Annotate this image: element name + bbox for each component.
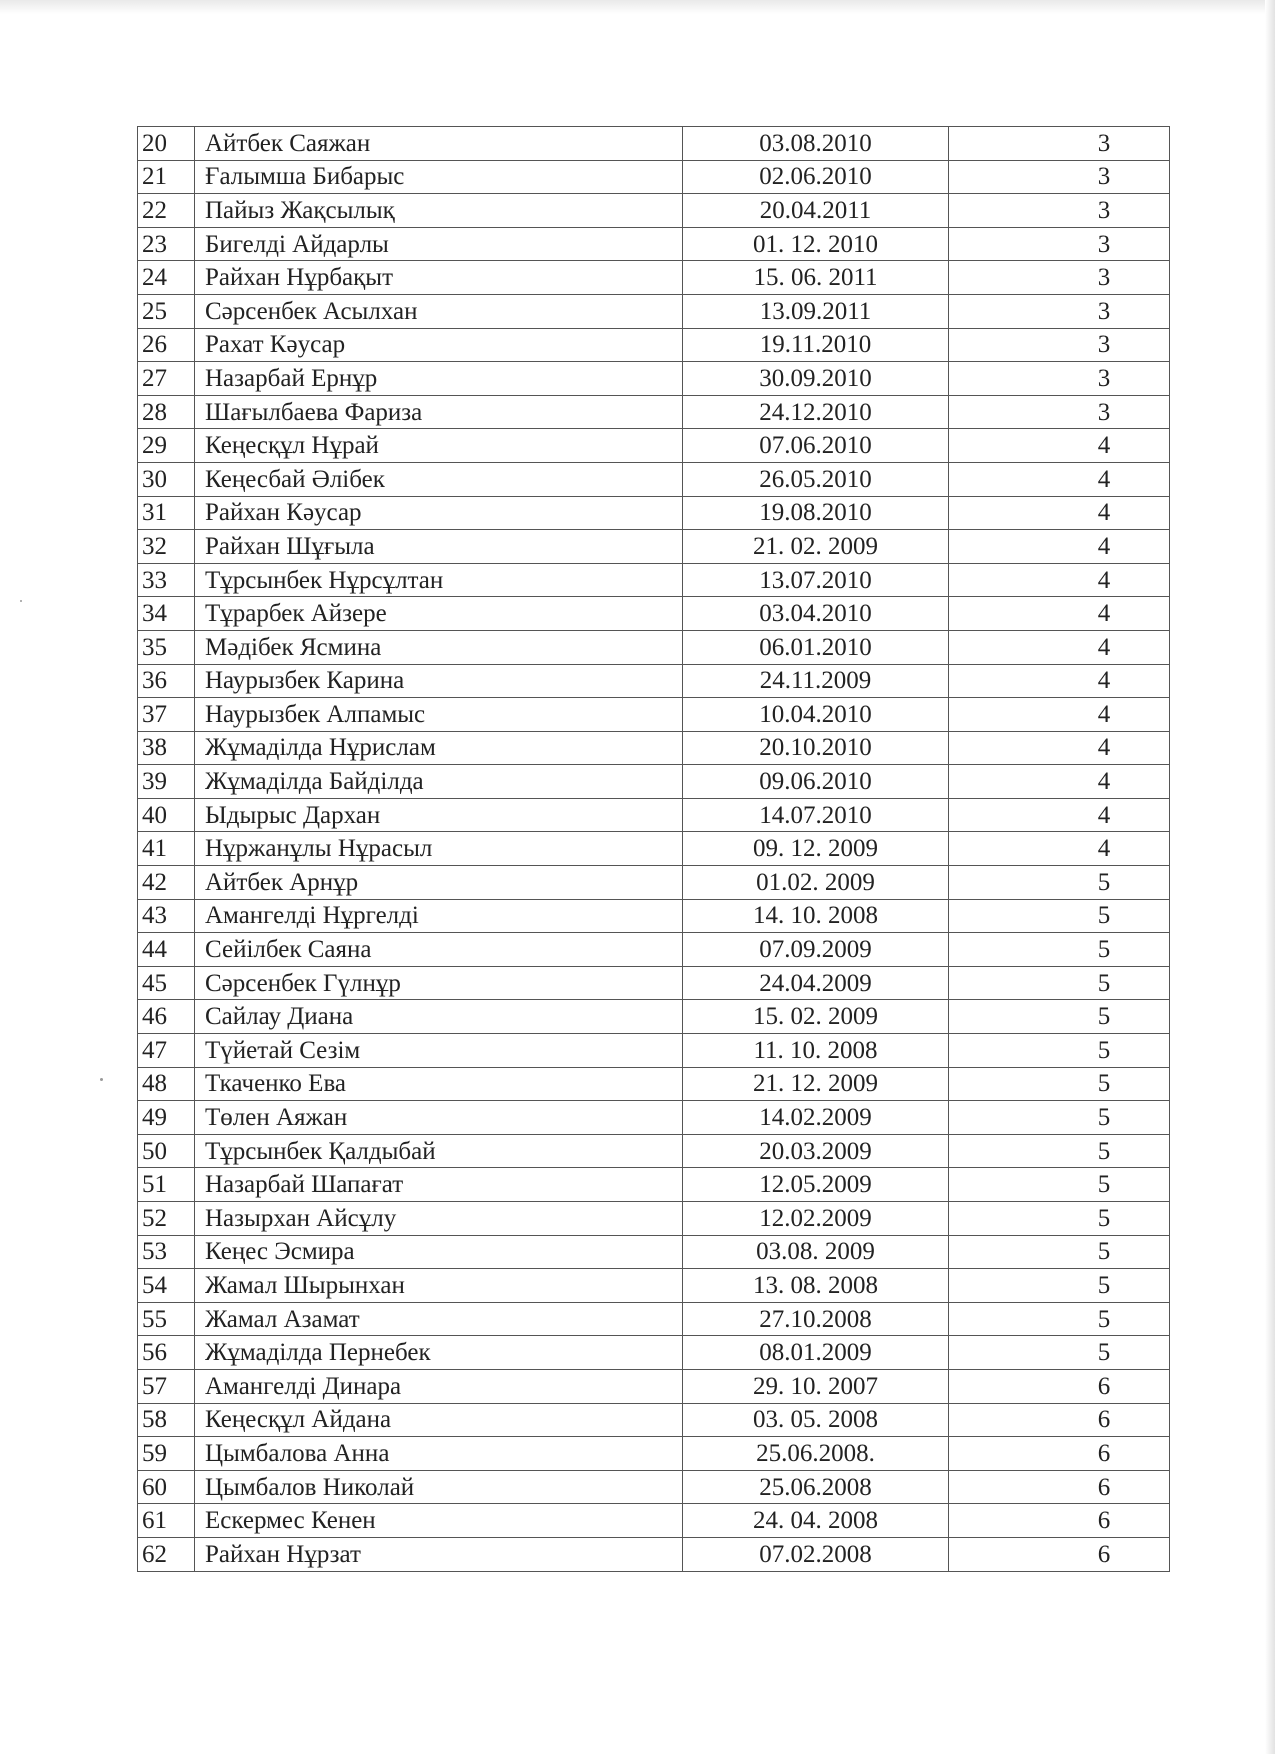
birth-date: 03.08.2010 xyxy=(683,127,949,161)
row-number: 30 xyxy=(138,462,195,496)
student-name: Райхан Нұрбақыт xyxy=(195,261,683,295)
row-number: 27 xyxy=(138,362,195,396)
birth-date: 19.08.2010 xyxy=(683,496,949,530)
row-number: 50 xyxy=(138,1134,195,1168)
grade-level: 4 xyxy=(949,462,1170,496)
student-name: Кеңес Эсмира xyxy=(195,1235,683,1269)
row-number: 26 xyxy=(138,328,195,362)
row-number: 31 xyxy=(138,496,195,530)
student-name: Ткаченко Ева xyxy=(195,1067,683,1101)
table-row xyxy=(138,1302,1170,1336)
birth-date: 10.04.2010 xyxy=(683,698,949,732)
student-name: Тұрсынбек Нұрсұлтан xyxy=(195,563,683,597)
birth-date: 14.02.2009 xyxy=(683,1101,949,1135)
row-number: 60 xyxy=(138,1470,195,1504)
row-number: 52 xyxy=(138,1202,195,1236)
grade-level: 5 xyxy=(949,1101,1170,1135)
row-number: 33 xyxy=(138,563,195,597)
row-number: 53 xyxy=(138,1235,195,1269)
grade-level: 4 xyxy=(949,664,1170,698)
row-number: 54 xyxy=(138,1269,195,1303)
student-list-table xyxy=(137,126,1170,1572)
birth-date: 29. 10. 2007 xyxy=(683,1369,949,1403)
row-number: 57 xyxy=(138,1369,195,1403)
student-name: Сейілбек Саяна xyxy=(195,933,683,967)
row-number: 22 xyxy=(138,194,195,228)
birth-date: 15. 02. 2009 xyxy=(683,1000,949,1034)
grade-level: 4 xyxy=(949,765,1170,799)
student-name: Тұрсынбек Қалдыбай xyxy=(195,1134,683,1168)
table-row xyxy=(138,194,1170,228)
birth-date: 09. 12. 2009 xyxy=(683,832,949,866)
table-row xyxy=(138,1470,1170,1504)
student-name: Жұмаділда Байділда xyxy=(195,765,683,799)
row-number: 47 xyxy=(138,1034,195,1068)
table-row xyxy=(138,160,1170,194)
grade-level: 3 xyxy=(949,227,1170,261)
grade-level: 5 xyxy=(949,1067,1170,1101)
student-name: Айтбек Арнұр xyxy=(195,866,683,900)
table-row xyxy=(138,1000,1170,1034)
student-name: Рахат Кәусар xyxy=(195,328,683,362)
row-number: 45 xyxy=(138,966,195,1000)
row-number: 58 xyxy=(138,1403,195,1437)
student-name: Жұмаділда Пернебек xyxy=(195,1336,683,1370)
birth-date: 15. 06. 2011 xyxy=(683,261,949,295)
birth-date: 24.11.2009 xyxy=(683,664,949,698)
table-row xyxy=(138,1537,1170,1571)
row-number: 48 xyxy=(138,1067,195,1101)
row-number: 21 xyxy=(138,160,195,194)
grade-level: 3 xyxy=(949,294,1170,328)
grade-level: 5 xyxy=(949,1235,1170,1269)
row-number: 24 xyxy=(138,261,195,295)
birth-date: 07.09.2009 xyxy=(683,933,949,967)
birth-date: 19.11.2010 xyxy=(683,328,949,362)
student-name: Сайлау Диана xyxy=(195,1000,683,1034)
row-number: 36 xyxy=(138,664,195,698)
birth-date: 11. 10. 2008 xyxy=(683,1034,949,1068)
grade-level: 3 xyxy=(949,328,1170,362)
scan-right-edge xyxy=(1265,0,1275,1754)
row-number: 42 xyxy=(138,866,195,900)
table-row xyxy=(138,328,1170,362)
table-row xyxy=(138,1437,1170,1471)
student-name: Кеңесқұл Нұрай xyxy=(195,429,683,463)
student-name: Кеңесқұл Айдана xyxy=(195,1403,683,1437)
row-number: 39 xyxy=(138,765,195,799)
student-name: Цымбалов Николай xyxy=(195,1470,683,1504)
grade-level: 4 xyxy=(949,597,1170,631)
table-row xyxy=(138,798,1170,832)
table-row xyxy=(138,765,1170,799)
student-name: Наурызбек Алпамыс xyxy=(195,698,683,732)
table-row xyxy=(138,1134,1170,1168)
birth-date: 25.06.2008. xyxy=(683,1437,949,1471)
birth-date: 01. 12. 2010 xyxy=(683,227,949,261)
grade-level: 3 xyxy=(949,127,1170,161)
row-number: 38 xyxy=(138,731,195,765)
row-number: 29 xyxy=(138,429,195,463)
scan-top-edge xyxy=(0,0,1275,14)
row-number: 49 xyxy=(138,1101,195,1135)
student-name: Амангелді Нұргелді xyxy=(195,899,683,933)
table-row xyxy=(138,429,1170,463)
student-name: Райхан Шұғыла xyxy=(195,530,683,564)
row-number: 20 xyxy=(138,127,195,161)
birth-date: 24. 04. 2008 xyxy=(683,1504,949,1538)
grade-level: 5 xyxy=(949,1202,1170,1236)
grade-level: 5 xyxy=(949,933,1170,967)
table-row xyxy=(138,261,1170,295)
row-number: 23 xyxy=(138,227,195,261)
student-name: Бигелді Айдарлы xyxy=(195,227,683,261)
row-number: 25 xyxy=(138,294,195,328)
student-name: Жұмаділда Нұрислам xyxy=(195,731,683,765)
table-row xyxy=(138,1202,1170,1236)
row-number: 34 xyxy=(138,597,195,631)
table-row xyxy=(138,1504,1170,1538)
student-name: Тұрарбек Айзере xyxy=(195,597,683,631)
grade-level: 3 xyxy=(949,395,1170,429)
table-row xyxy=(138,899,1170,933)
table-row xyxy=(138,731,1170,765)
birth-date: 12.02.2009 xyxy=(683,1202,949,1236)
birth-date: 13.07.2010 xyxy=(683,563,949,597)
grade-level: 3 xyxy=(949,362,1170,396)
grade-level: 6 xyxy=(949,1437,1170,1471)
birth-date: 21. 12. 2009 xyxy=(683,1067,949,1101)
table-row xyxy=(138,362,1170,396)
student-name: Төлен Аяжан xyxy=(195,1101,683,1135)
table-row xyxy=(138,227,1170,261)
grade-level: 6 xyxy=(949,1470,1170,1504)
row-number: 41 xyxy=(138,832,195,866)
birth-date: 09.06.2010 xyxy=(683,765,949,799)
birth-date: 20.04.2011 xyxy=(683,194,949,228)
birth-date: 25.06.2008 xyxy=(683,1470,949,1504)
birth-date: 02.06.2010 xyxy=(683,160,949,194)
student-name: Мәдібек Ясмина xyxy=(195,630,683,664)
grade-level: 6 xyxy=(949,1537,1170,1571)
student-name: Назарбай Шапағат xyxy=(195,1168,683,1202)
row-number: 59 xyxy=(138,1437,195,1471)
grade-level: 3 xyxy=(949,160,1170,194)
birth-date: 24.12.2010 xyxy=(683,395,949,429)
grade-level: 5 xyxy=(949,866,1170,900)
grade-level: 3 xyxy=(949,194,1170,228)
table-row xyxy=(138,530,1170,564)
student-name: Сәрсенбек Асылхан xyxy=(195,294,683,328)
birth-date: 03. 05. 2008 xyxy=(683,1403,949,1437)
birth-date: 13. 08. 2008 xyxy=(683,1269,949,1303)
birth-date: 20.03.2009 xyxy=(683,1134,949,1168)
row-number: 43 xyxy=(138,899,195,933)
grade-level: 4 xyxy=(949,832,1170,866)
student-name: Жамал Азамат xyxy=(195,1302,683,1336)
grade-level: 4 xyxy=(949,429,1170,463)
student-name: Шағылбаева Фариза xyxy=(195,395,683,429)
birth-date: 20.10.2010 xyxy=(683,731,949,765)
grade-level: 4 xyxy=(949,698,1170,732)
student-name: Түйетай Сезім xyxy=(195,1034,683,1068)
table-row xyxy=(138,933,1170,967)
table-row xyxy=(138,698,1170,732)
table-row xyxy=(138,1067,1170,1101)
row-number: 44 xyxy=(138,933,195,967)
row-number: 56 xyxy=(138,1336,195,1370)
student-name: Пайыз Жақсылық xyxy=(195,194,683,228)
grade-level: 4 xyxy=(949,798,1170,832)
student-name: Назарбай Ернұр xyxy=(195,362,683,396)
table-row xyxy=(138,866,1170,900)
table-row xyxy=(138,1034,1170,1068)
grade-level: 5 xyxy=(949,1034,1170,1068)
table-row xyxy=(138,630,1170,664)
grade-level: 5 xyxy=(949,1269,1170,1303)
table-row xyxy=(138,1235,1170,1269)
student-name: Райхан Кәусар xyxy=(195,496,683,530)
row-number: 46 xyxy=(138,1000,195,1034)
student-name: Наурызбек Карина xyxy=(195,664,683,698)
student-name: Ғалымша Бибарыс xyxy=(195,160,683,194)
birth-date: 06.01.2010 xyxy=(683,630,949,664)
table-row xyxy=(138,664,1170,698)
grade-level: 4 xyxy=(949,563,1170,597)
student-name: Назырхан Айсұлу xyxy=(195,1202,683,1236)
grade-level: 5 xyxy=(949,1000,1170,1034)
student-name: Кеңесбай Әлібек xyxy=(195,462,683,496)
birth-date: 24.04.2009 xyxy=(683,966,949,1000)
grade-level: 5 xyxy=(949,1336,1170,1370)
student-name: Айтбек Саяжан xyxy=(195,127,683,161)
student-name: Жамал Шырынхан xyxy=(195,1269,683,1303)
birth-date: 14.07.2010 xyxy=(683,798,949,832)
birth-date: 14. 10. 2008 xyxy=(683,899,949,933)
table-row xyxy=(138,294,1170,328)
student-list-body xyxy=(138,127,1170,1572)
student-name: Ыдырыс Дархан xyxy=(195,798,683,832)
table-row xyxy=(138,563,1170,597)
grade-level: 5 xyxy=(949,899,1170,933)
scan-speck xyxy=(100,1078,103,1081)
student-name: Цымбалова Анна xyxy=(195,1437,683,1471)
student-name: Райхан Нұрзат xyxy=(195,1537,683,1571)
scan-speck xyxy=(20,600,22,602)
table-row xyxy=(138,127,1170,161)
birth-date: 07.06.2010 xyxy=(683,429,949,463)
student-name: Нұржанұлы Нұрасыл xyxy=(195,832,683,866)
birth-date: 30.09.2010 xyxy=(683,362,949,396)
grade-level: 3 xyxy=(949,261,1170,295)
student-name: Сәрсенбек Гүлнұр xyxy=(195,966,683,1000)
table-row xyxy=(138,1101,1170,1135)
birth-date: 01.02. 2009 xyxy=(683,866,949,900)
student-name: Амангелді Динара xyxy=(195,1369,683,1403)
grade-level: 4 xyxy=(949,496,1170,530)
grade-level: 5 xyxy=(949,1302,1170,1336)
row-number: 62 xyxy=(138,1537,195,1571)
grade-level: 5 xyxy=(949,1168,1170,1202)
row-number: 55 xyxy=(138,1302,195,1336)
table-row xyxy=(138,1269,1170,1303)
row-number: 35 xyxy=(138,630,195,664)
birth-date: 21. 02. 2009 xyxy=(683,530,949,564)
grade-level: 5 xyxy=(949,966,1170,1000)
student-name: Ескермес Кенен xyxy=(195,1504,683,1538)
grade-level: 6 xyxy=(949,1504,1170,1538)
row-number: 28 xyxy=(138,395,195,429)
table-row xyxy=(138,966,1170,1000)
grade-level: 6 xyxy=(949,1403,1170,1437)
table-row xyxy=(138,1168,1170,1202)
birth-date: 13.09.2011 xyxy=(683,294,949,328)
birth-date: 08.01.2009 xyxy=(683,1336,949,1370)
grade-level: 5 xyxy=(949,1134,1170,1168)
birth-date: 12.05.2009 xyxy=(683,1168,949,1202)
row-number: 37 xyxy=(138,698,195,732)
table-row xyxy=(138,462,1170,496)
table-row xyxy=(138,832,1170,866)
row-number: 61 xyxy=(138,1504,195,1538)
grade-level: 4 xyxy=(949,530,1170,564)
table-row xyxy=(138,1336,1170,1370)
table-row xyxy=(138,395,1170,429)
table-row xyxy=(138,496,1170,530)
table-row xyxy=(138,1369,1170,1403)
table-row xyxy=(138,597,1170,631)
grade-level: 4 xyxy=(949,731,1170,765)
birth-date: 07.02.2008 xyxy=(683,1537,949,1571)
table-row xyxy=(138,1403,1170,1437)
birth-date: 26.05.2010 xyxy=(683,462,949,496)
row-number: 40 xyxy=(138,798,195,832)
grade-level: 6 xyxy=(949,1369,1170,1403)
row-number: 32 xyxy=(138,530,195,564)
grade-level: 4 xyxy=(949,630,1170,664)
birth-date: 03.04.2010 xyxy=(683,597,949,631)
birth-date: 27.10.2008 xyxy=(683,1302,949,1336)
birth-date: 03.08. 2009 xyxy=(683,1235,949,1269)
row-number: 51 xyxy=(138,1168,195,1202)
